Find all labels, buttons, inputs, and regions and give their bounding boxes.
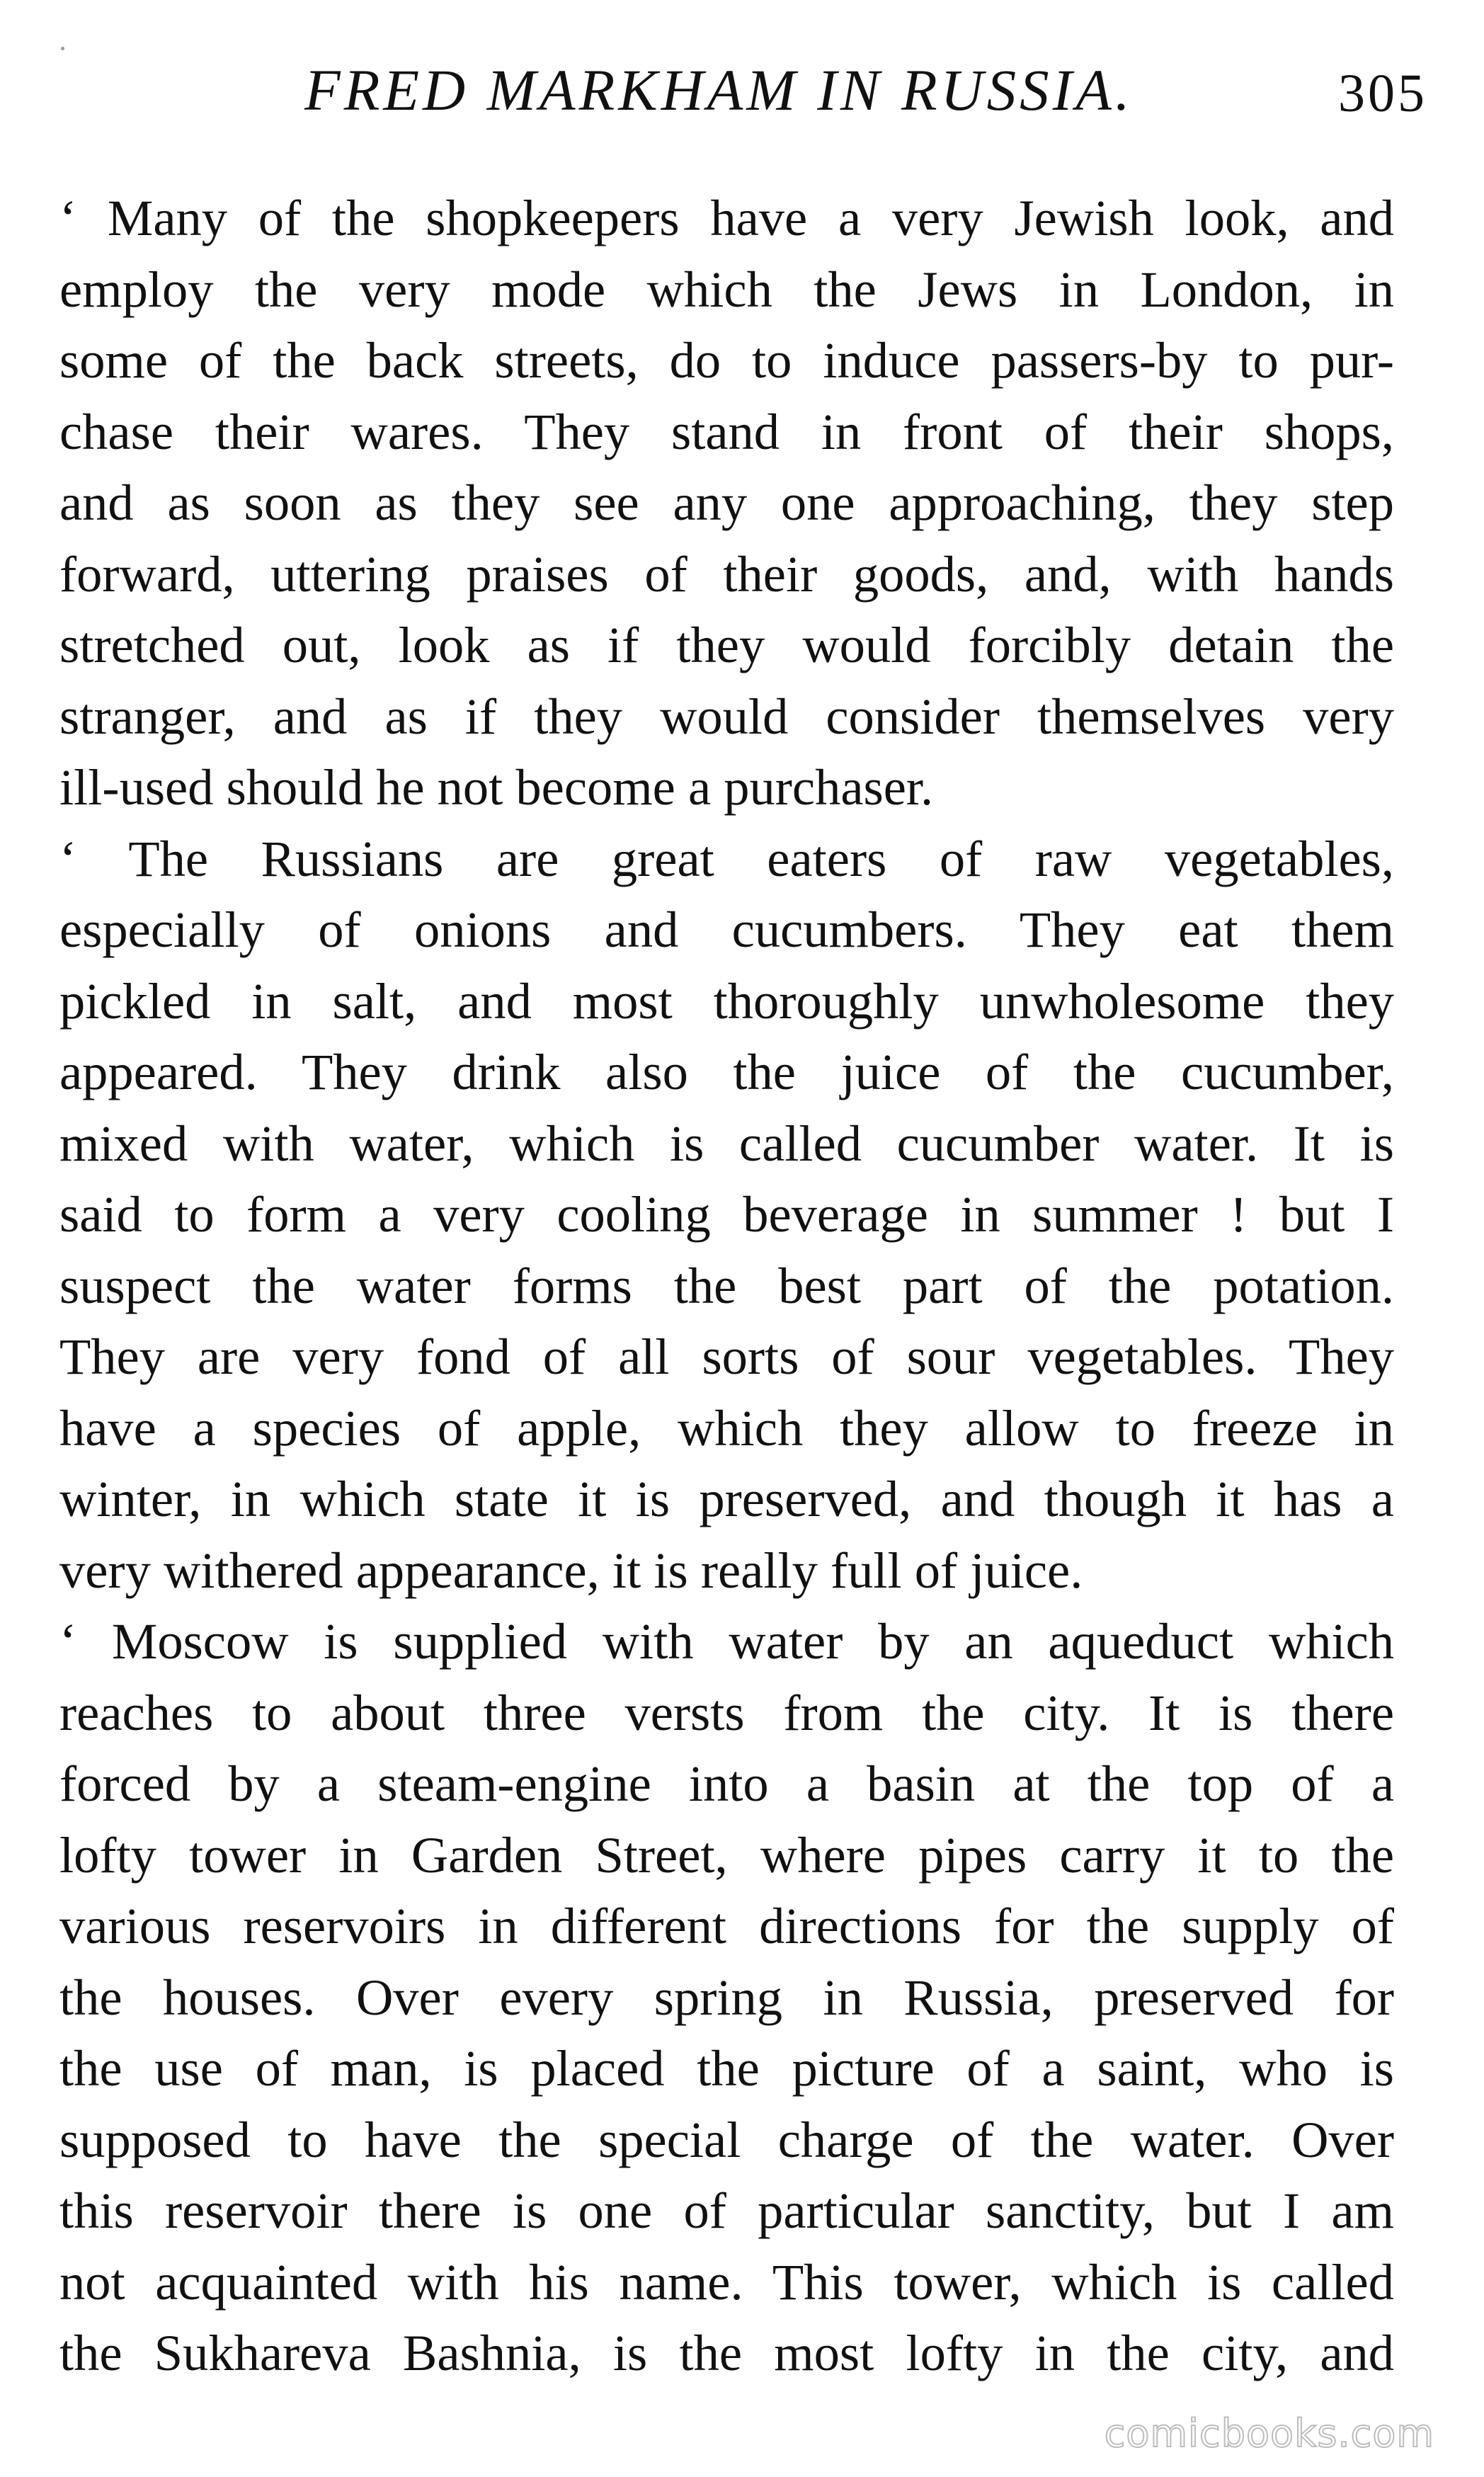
text-line: suspect the water forms the best part of the potation. xyxy=(59,1256,1394,1314)
text-line: mixed with water, which is called cucumber water. It is xyxy=(59,1114,1394,1172)
watermark: comicbooks.com xyxy=(1104,2411,1434,2456)
text-line: ‘ Moscow is supplied with water by an aqueduct which xyxy=(59,1612,1394,1670)
text-line: the use of man, is placed the picture of a saint, who is xyxy=(59,2039,1394,2097)
text-line: the houses. Over every spring in Russia, preserved for xyxy=(59,1968,1394,2026)
text-line: appeared. They drink also the juice of the cucumber, xyxy=(59,1043,1394,1100)
page-number: 305 xyxy=(1338,64,1427,123)
text-line: forced by a steam-engine into a basin at the top of a xyxy=(59,1755,1394,1812)
text-line: winter, in which state it is preserved, and though it has a xyxy=(59,1470,1394,1527)
text-line: the Sukhareva Bashnia, is the most lofty in the city, and xyxy=(59,2324,1394,2381)
text-line: ‘ The Russians are great eaters of raw vegetables, xyxy=(59,829,1394,887)
body-text xyxy=(59,183,1394,2389)
text-line: very withered appearance, it is really full of juice. xyxy=(59,1541,1083,1599)
text-line: They are very fond of all sorts of sour vegetables. They xyxy=(59,1328,1394,1385)
text-line: stranger, and as if they would consider themselves very xyxy=(59,687,1394,745)
text-line: said to form a very cooling beverage in summer ! but I xyxy=(59,1185,1394,1243)
text-line: forward, uttering praises of their goods, and, with hands xyxy=(59,545,1394,603)
text-line: employ the very mode which the Jews in London, in xyxy=(59,260,1394,318)
page-speck xyxy=(61,47,64,50)
text-line: various reservoirs in different directions for the supply of xyxy=(59,1897,1394,1954)
running-head xyxy=(57,57,1427,146)
text-line: lofty tower in Garden Street, where pipes carry it to the xyxy=(59,1826,1394,1884)
text-line: have a species of apple, which they allow to freeze in xyxy=(59,1399,1394,1457)
text-line: ill-used should he not become a purchaser. xyxy=(59,758,934,816)
text-line: chase their wares. They stand in front of their shops, xyxy=(59,402,1394,460)
text-line: stretched out, look as if they would forcibly detain the xyxy=(59,616,1394,673)
text-line: supposed to have the special charge of the water. Over xyxy=(59,2110,1394,2168)
running-title: FRED MARKHAM IN RUSSIA. xyxy=(304,57,1134,123)
text-line: and as soon as they see any one approaching, they step xyxy=(59,474,1394,531)
text-line: this reservoir there is one of particular sanctity, but I am xyxy=(59,2182,1394,2239)
text-line: ‘ Many of the shopkeepers have a very Jewish look, and xyxy=(59,189,1394,246)
text-line: some of the back streets, do to induce passers-by to pur- xyxy=(59,331,1394,389)
text-line: especially of onions and cucumbers. They eat them xyxy=(59,901,1394,958)
text-line: reaches to about three versts from the city. It is there xyxy=(59,1683,1394,1741)
text-line: pickled in salt, and most thoroughly unwholesome they xyxy=(59,972,1394,1030)
text-line: not acquainted with his name. This tower, which is called xyxy=(59,2253,1394,2311)
